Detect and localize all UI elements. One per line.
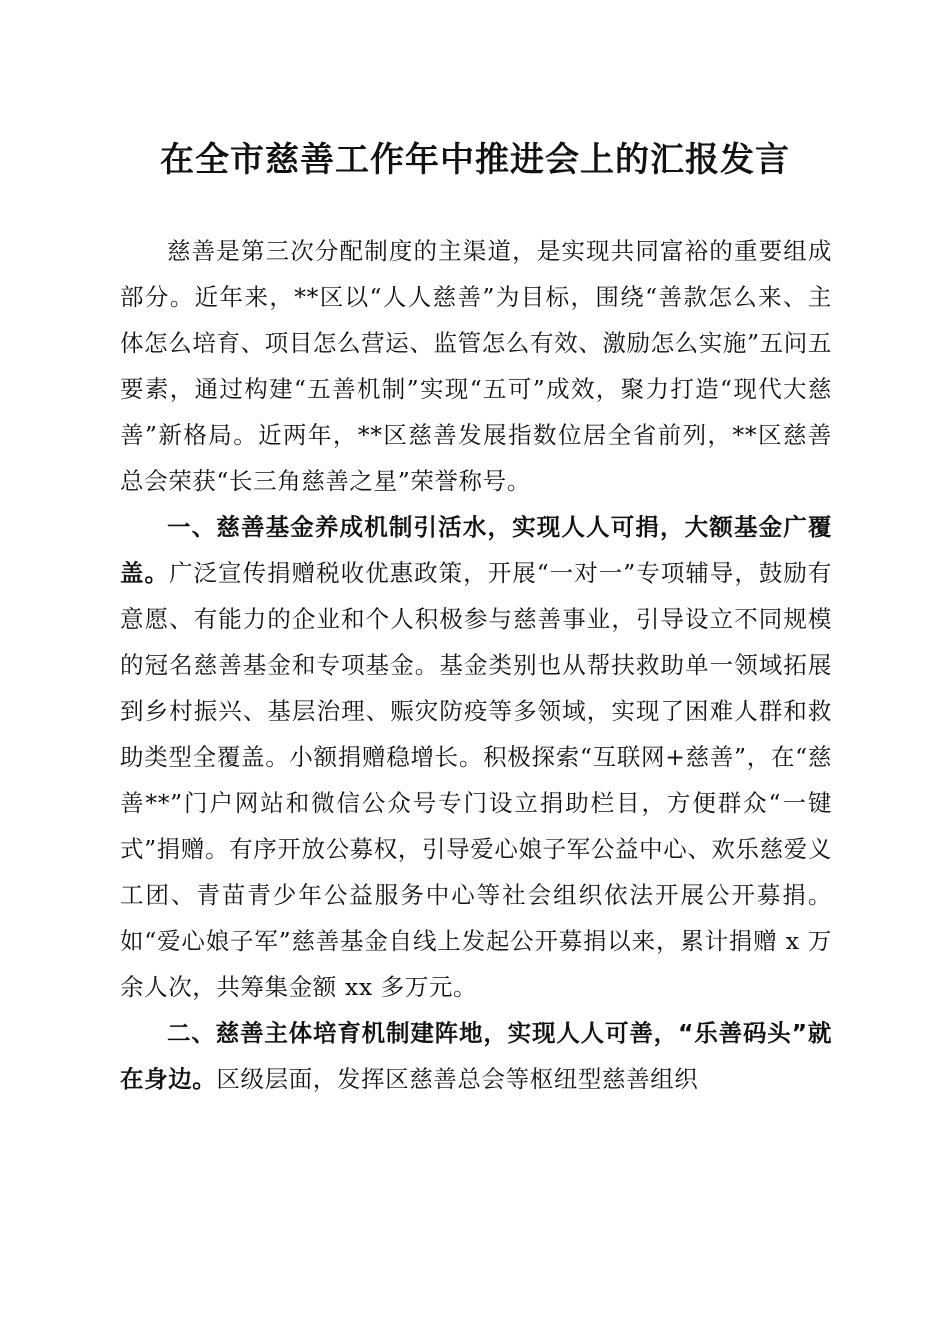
section-heading: 二、慈善主体培育机制建阵地，实现人人可善，“乐善码头”就在身边。 — [120, 1019, 832, 1093]
section-heading: 一、慈善基金养成机制引活水，实现人人可捐，大额基金广覆盖。 — [120, 513, 832, 587]
paragraph-section-2 — [120, 1010, 832, 1102]
paragraph-text: 广泛宣传捐赠税收优惠政策，开展“一对一”专项辅导，鼓励有意愿、有能力的企业和个人积极参与慈善事业，引导设立不同规模的冠名慈善基金和专项基金。基金类别也从帮扶救助单一领域拓展到乡村振兴、基层治理、赈灾防疫等多领域，实现了困难人群和救助类型全覆盖。小额捐赠稳增长。积极探索“互联网+慈善”，在“慈善**”门户网站和微信公众号专门设立捐助栏目，方便群众“一键式”捐赠。有序开放公募权，引导爱心娘子军公益中心、欢乐慈爱义工团、青苗青少年公益服务中心等社会组织依法开展公开募捐。如“爱心娘子军”慈善基金自线上发起公开募捐以来，累计捐赠 x 万余人次，共筹集金额 xx 多万元。 — [120, 559, 833, 1001]
document-body — [120, 228, 832, 1102]
paragraph-text: 区级层面，发挥区慈善总会等枢纽型慈善组织 — [216, 1065, 699, 1093]
paragraph-intro — [120, 228, 832, 504]
paragraph-section-1 — [120, 504, 832, 1010]
document-title: 在全市慈善工作年中推进会上的汇报发言 — [160, 140, 790, 180]
paragraph-text: 慈善是第三次分配制度的主渠道，是实现共同富裕的重要组成部分。近年来，**区以“人人慈善”为目标，围绕“善款怎么来、主体怎么培育、项目怎么营运、监管怎么有效、激励怎么实施”五问五要素，通过构建“五善机制”实现“五可”成效，聚力打造“现代大慈善”新格局。近两年，**区慈善发展指数位居全省前列，**区慈善总会荣获“长三角慈善之星”荣誉称号。 — [120, 237, 832, 495]
